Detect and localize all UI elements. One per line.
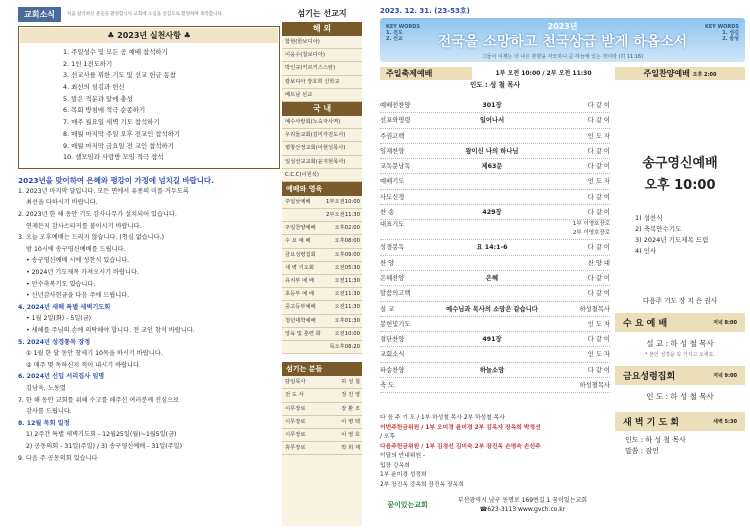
- order-leader: 다 같 이: [587, 147, 610, 155]
- order-item: 대표기도: [380, 221, 405, 229]
- banner-theme: 전국을 소망하고 천국상급 받게 하옵소서: [437, 34, 688, 50]
- servers-list: [282, 376, 362, 455]
- worship-time-row-label: 주일찬양예배: [285, 225, 316, 232]
- worship-order-column: [380, 6, 745, 526]
- overseas-list: [282, 36, 362, 102]
- order-leader: 찬 양 대: [587, 259, 610, 267]
- church-logo: 꿈이있는교회: [387, 501, 428, 509]
- news-lead: 2023년을 맞이하여 은혜와 평강이 가정에 넘치길 바랍니다.: [18, 175, 214, 185]
- order-item: 결단찬양: [380, 336, 405, 344]
- server-row-value: 하 성 철: [341, 379, 360, 386]
- worship-time-row-label: 앙육 및 훈련 화: [285, 330, 321, 337]
- order-row: [380, 256, 610, 271]
- announcements-list: [18, 186, 280, 464]
- overseas-item: 함현(한보디아): [282, 36, 362, 49]
- goal-item: 7. 매주 월요일 새벽 기도 참석하기: [63, 118, 160, 127]
- order-content: 은혜: [485, 274, 499, 282]
- worship-time-row-value: 2부오전11:30: [326, 212, 360, 219]
- worship-time-row-label: 금요성령집회: [285, 251, 316, 258]
- server-row: [282, 429, 362, 442]
- friday-leader: 인 도 : 하 성 철 목사: [646, 392, 714, 401]
- server-row-value: 박 희 재: [341, 445, 360, 452]
- order-content: [420, 220, 564, 239]
- server-row-label: 시무장로: [285, 418, 306, 425]
- announcement-line: • 새해를 주님의 손에 의탁해야 합니다. 전 교인 참석 바랍니다.: [26, 327, 195, 334]
- order-content: 요 14:1-6: [476, 244, 508, 252]
- eve-program: [615, 213, 745, 257]
- order-content: 301장: [482, 102, 502, 109]
- announcement-line: • 1월 2일(화) - 5일(금): [26, 315, 92, 323]
- announcement-line: 감사를 드립니다.: [26, 408, 72, 416]
- order-item: 임재찬양: [380, 147, 405, 155]
- order-row: [380, 363, 610, 378]
- keywords-left: KEY WORDS 1. 전도 2. 선교: [386, 24, 421, 42]
- service-times: 1부 오전 10:00 / 2부 오전 11:30: [495, 69, 592, 77]
- announcement-line: 김남욱, 노동열: [26, 384, 66, 392]
- domestic-item: 일성선교교회(윤지현목사): [282, 156, 362, 169]
- eve-program-item: 2) 축복안수기도: [635, 225, 682, 233]
- keywords-right: KEY WORDS 1. 섬김 2. 충성: [704, 24, 739, 42]
- domestic-item: 예수사랑회(노숙자사역): [282, 116, 362, 129]
- order-row: [380, 240, 610, 255]
- friday-service-header: 금요성령집회 저녁 9:00: [615, 366, 745, 385]
- server-row-value: 이 영 호: [341, 431, 360, 438]
- worship-time-row: [282, 341, 362, 354]
- order-leader: 인 도 자: [587, 178, 610, 186]
- order-content: [420, 378, 564, 392]
- order-item: 설 교: [380, 305, 395, 313]
- goal-item: 8. 매월 마지막 주일 오후 전교인 참석하기: [63, 129, 181, 138]
- worship-time-row: [282, 235, 362, 248]
- overseas-item: 칼보디아 장호희 신학교: [282, 76, 362, 89]
- worship-time-row: [282, 262, 362, 275]
- order-content: [420, 190, 564, 204]
- worship-time-row: [282, 301, 362, 314]
- worship-time-row: [282, 209, 362, 222]
- goals-title: ♣ 2023년 실천사항 ♣: [20, 28, 278, 43]
- servers-header: 섬기는 분들: [282, 362, 362, 376]
- wednesday-service-header: 수 요 예 배 저녁 8:00: [615, 313, 745, 332]
- announcement-line: • 안수축복기도 있습니다.: [26, 280, 96, 288]
- eve-program-item: 3) 2024년 기도제목 드림: [635, 236, 709, 244]
- goal-item: 6. 목회 방침에 적극 순종하기: [63, 106, 146, 115]
- order-item: 축 도: [380, 382, 395, 390]
- info-line: 다음주헌금위원 / 1부 김경선 김미숙 2부 장진옥 손명숙 손선주: [380, 443, 541, 450]
- announcement-line: 5. 2024년 성경통독 장정: [18, 338, 91, 346]
- order-leader: 하성철목사: [579, 305, 610, 313]
- wednesday-preacher: 설 교 : 하 성 철 목사: [646, 339, 714, 348]
- server-row-value: 정 진 영: [341, 392, 360, 399]
- order-content: 왕이신 나의 하나님: [465, 147, 519, 155]
- server-row-value: 이 병 택: [341, 418, 360, 425]
- order-content: 제63문: [481, 163, 503, 171]
- announcement-line: • 신년감사헌금을 다음 주에 드립니다.: [26, 292, 130, 300]
- goal-item: 5. 말은 적분과 알에 충성: [63, 94, 133, 103]
- order-leader: 인 도 자: [587, 132, 610, 140]
- order-content: 429장: [482, 209, 502, 217]
- order-item: 말씀의고백: [380, 290, 411, 298]
- worship-time-row-value: 오전11:30: [334, 291, 360, 298]
- worship-time-row-value: 오후08:00: [334, 238, 360, 245]
- banner-verse: 그들이 이제는 더 나은 본향을 사모하니 곧 하늘에 있는 것이라 (히 11:16): [481, 54, 644, 60]
- eve-service-time: 오후 10:00: [644, 178, 716, 193]
- order-item: 찬 양: [380, 259, 395, 267]
- praise-service-title: 주일찬양예배 오후 2:00: [615, 67, 745, 80]
- order-row: [380, 98, 610, 113]
- worship-time-row: [282, 275, 362, 288]
- order-item: 교회소식: [380, 351, 405, 359]
- order-content: 예수님과 목사의 소망은 같습니다: [446, 305, 538, 313]
- order-leader: 다 같 이: [587, 274, 610, 282]
- worship-time-row: [282, 328, 362, 341]
- goal-item: 3. 선교사를 위한 기도 및 선교 헌금 동참: [63, 71, 176, 80]
- order-content: 하늘소망: [479, 366, 505, 374]
- service-info: [380, 414, 610, 490]
- order-row: [380, 302, 610, 317]
- goals-box: [18, 26, 280, 169]
- worship-time-row-label: 초등부 예 배: [285, 291, 314, 298]
- order-row: [380, 286, 610, 301]
- server-row-label: 휴무장로: [285, 445, 306, 452]
- order-leader: 1부 이영호장로 2부 이영호장로: [572, 221, 610, 237]
- order-item: 주권고백: [380, 132, 405, 140]
- order-item: 선포와영령: [380, 117, 411, 125]
- order-row: [380, 144, 610, 159]
- info-line: 다 음 주 기 도 / 1부 하성철 목사 2부 하성철 목사: [380, 415, 505, 421]
- domestic-item: 우리들교회(김미자전도사): [282, 129, 362, 142]
- worship-time-row-value: 오전10:00: [334, 330, 360, 337]
- worship-time-row: [282, 249, 362, 262]
- church-news-column: [18, 6, 280, 526]
- order-leader: 인 도 자: [587, 320, 610, 328]
- announcement-line: 8. 12월 목회 일정: [18, 419, 70, 427]
- announcement-line: 3. 오늘 오후예배는 드리지 않습니다. (청심 없습니다.): [18, 234, 165, 242]
- server-row: [282, 416, 362, 429]
- server-row: [282, 442, 362, 455]
- goal-item: 10. 셀모임과 사랑방 모임 적극 참석: [63, 153, 164, 162]
- announcement-line: • 2024년 기도제목 가져오시기 바랍니다.: [26, 269, 139, 277]
- worship-time-row: [282, 288, 362, 301]
- announcement-line: ② 매주 몇 독하신지 적어 내시기 바랍니다.: [26, 361, 141, 369]
- worship-time-row-value: 오후02:00: [334, 225, 360, 232]
- eve-program-item: 4) 인사: [635, 247, 657, 255]
- goal-item: 1. 주일성수 및 모든 공 예배 참석하기: [63, 48, 168, 56]
- order-item: 은혜찬양: [380, 274, 405, 282]
- announcement-line: 1. 2023년 마지막 달입니다. 모든 면에서 유종의 미를 거두도록: [18, 187, 189, 195]
- announcement-line: 9. 다음 주 공동의회 있습니다: [18, 454, 98, 462]
- order-row: [380, 271, 610, 286]
- order-leader: 다 같 이: [587, 336, 610, 344]
- church-address: 부산광역시 남구 동명로 169번길 1 꿈이있는교회 ☎623-3113 www.gvch.co.kr: [457, 497, 588, 513]
- order-item: 성경봉독: [380, 244, 405, 252]
- worship-time-row-value: 오전11:30: [334, 304, 360, 311]
- domestic-list: [282, 116, 362, 182]
- worship-time-row-value: 오후01:30: [334, 317, 360, 324]
- goal-item: 4. 최선의 섬김과 헌신: [63, 83, 125, 92]
- order-content: [420, 256, 564, 270]
- announcement-line: 2. 2023년 한 해 동안 기도 감사나무가 설치되어 있습니다.: [18, 211, 177, 219]
- server-row: [282, 376, 362, 389]
- info-line: 이번주헌금위원 / 1부 오미경 윤미경 2부 김옥자 장옥희 박정선: [380, 424, 541, 431]
- order-content: [420, 317, 564, 331]
- worship-header: 예배와 영육: [282, 182, 362, 196]
- issue-date: 2023. 12. 31. (23-53호): [380, 7, 470, 15]
- server-row-label: 전 도 사: [285, 392, 304, 399]
- worship-time-row-label: 유치부 예 배: [285, 278, 314, 284]
- eve-program-item: 1) 성찬식: [635, 214, 663, 222]
- worship-time-row-label: 중고등부예배: [285, 304, 316, 311]
- worship-time-row: [282, 196, 362, 209]
- worship-time-row-label: 청년대학예배: [285, 317, 316, 324]
- domestic-item: 평창산정교회(이현성목사): [282, 142, 362, 155]
- overseas-item: 박인규(키르키스스탄): [282, 62, 362, 75]
- order-row: [380, 174, 610, 189]
- order-row: [380, 317, 610, 332]
- service-title: 주일축제예배: [380, 67, 472, 80]
- order-item: 예배전찬양: [380, 102, 411, 109]
- order-leader: 인 도 자: [587, 351, 610, 359]
- order-item: 파송찬양: [380, 366, 405, 374]
- worship-time-row-label: 새 벽 기도회: [285, 264, 314, 271]
- info-line: 이달의 안내위원 -: [380, 453, 425, 459]
- worship-time-row-value: 오후09:00: [334, 251, 360, 258]
- order-row: [380, 220, 610, 240]
- order-leader: 다 같 이: [587, 244, 610, 252]
- domestic-header: 국 내: [282, 102, 362, 116]
- info-line: 입장 강옥희: [380, 462, 410, 469]
- order-content: [420, 286, 564, 300]
- worship-time-row-value: 목오후08:20: [329, 343, 360, 350]
- mission-title: 섬기는 선교지: [282, 6, 362, 22]
- overseas-item: 베트남 선교: [282, 89, 362, 102]
- order-content: [420, 129, 564, 143]
- order-content: 일어나서: [479, 117, 505, 125]
- info-line: 1부 윤미경 성정희: [380, 472, 427, 478]
- order-leader: 하성철목사: [579, 382, 610, 390]
- dawn-prayer-header: 새 벽 기 도 회 새벽 5:30: [615, 412, 745, 431]
- announcement-line: 밤 10시에 송구영신예배를 드립니다.: [26, 245, 126, 253]
- theme-banner: [380, 18, 745, 62]
- order-item: 예배기도: [380, 178, 405, 186]
- order-row: [380, 205, 610, 220]
- goals-list: [27, 47, 271, 164]
- domestic-item: C.C.C(이원석): [282, 169, 362, 182]
- order-leader: 다 같 이: [587, 193, 610, 201]
- order-leader: 다 같 이: [587, 209, 610, 217]
- announcement-line: 1) 2주간 특별 새벽기도회 - 12월25일(월)~1월5일(금): [26, 431, 177, 439]
- worship-time-row: [282, 315, 362, 328]
- overseas-item: 이웅수(칠보디아): [282, 49, 362, 62]
- order-row: [380, 129, 610, 144]
- order-of-worship: [380, 98, 610, 393]
- server-row-label: 담임목사: [285, 379, 306, 386]
- goal-item: 9. 매월 마지막 금요일 전 교인 참석하기: [63, 141, 174, 150]
- mission-column: [282, 6, 362, 526]
- church-news-tag: 교회소식: [18, 7, 61, 22]
- server-row-label: 시무장로: [285, 405, 306, 412]
- server-row: [282, 389, 362, 402]
- order-leader: 다 같 이: [587, 102, 610, 109]
- worship-time-row-value: 오전05:30: [334, 264, 360, 271]
- order-item: 교독문낭독: [380, 163, 411, 171]
- order-item: 봉헌및기도: [380, 320, 411, 328]
- worship-time-row-label: 수 요 예 배: [285, 238, 311, 245]
- banner-year: 2023년: [547, 22, 578, 31]
- info-line: 2부 장진옥 강옥희 장진옥 장옥희: [380, 481, 464, 488]
- announcement-line: 2) 공동의회 - 31일(주일) / 3) 송구영신예배 - 31일(주일): [26, 442, 183, 450]
- order-row: [380, 347, 610, 362]
- server-row: [282, 403, 362, 416]
- special-services: [615, 98, 745, 457]
- server-row-value: 장 환 조: [341, 405, 360, 412]
- server-row-label: 시무장로: [285, 431, 306, 438]
- worship-time-row-value: 오전11:30: [334, 278, 360, 284]
- announcement-line: 6. 2024년 신입 서리집사 임명: [18, 373, 105, 381]
- worship-time-row-value: 1부오전10:00: [326, 198, 360, 205]
- footer: [380, 496, 610, 514]
- wednesday-note: * 본인 성경을 꼭 가지고 오세요.: [645, 352, 715, 358]
- order-leader: 다 같 이: [587, 163, 610, 171]
- order-leader: 다 같 이: [587, 117, 610, 125]
- announcement-line: 연제든지 감사스티커를 붙이시기 바랍니다.: [26, 222, 142, 230]
- overseas-header: 해 외: [282, 22, 362, 36]
- order-leader: 다 같 이: [587, 290, 610, 298]
- info-line: / 오후: [380, 434, 395, 440]
- welcome-note: 처음 참석하신 분들을 환영합니다 교회에 오심을 진심으로 환영하며 축복합니다.: [66, 12, 224, 17]
- eve-service-title: 송구영신예배: [642, 156, 718, 171]
- announcement-line: 4. 2024년 새해 특별 새벽기도회: [18, 303, 111, 311]
- order-row: [380, 378, 610, 393]
- goal-item: 2. 1인 1전도하기: [63, 59, 113, 68]
- announcement-line: 7. 한 해 동안 교회를 위해 수고를 해주신 여러분께 진심으로: [18, 396, 180, 404]
- order-content: 491장: [482, 336, 502, 344]
- order-row: [380, 332, 610, 347]
- worship-schedule: [282, 196, 362, 354]
- order-item: 찬 송: [380, 209, 395, 217]
- order-row: [380, 190, 610, 205]
- dawn-prayer-info: 인도 : 하 성 철 목사 말씀 : 잠언: [625, 436, 686, 455]
- order-leader: 다 같 이: [587, 366, 610, 374]
- service-leader: 인도 : 성 철 목사: [469, 81, 521, 89]
- order-item: 사도신경: [380, 193, 405, 201]
- order-row: [380, 159, 610, 174]
- worship-time-row: [282, 222, 362, 235]
- announcement-line: ① 1월 한 달 동안 창세기 10독을 하시기 바랍니다.: [26, 350, 163, 358]
- order-content: [420, 174, 564, 188]
- worship-time-row-label: 주일낮예배: [285, 198, 311, 205]
- next-prayer-note: 다음주 기도 장 지 은 권사: [642, 297, 718, 305]
- order-content: [420, 347, 564, 361]
- announcement-line: 최선을 다하시기 바랍니다.: [26, 199, 98, 207]
- announcement-line: • 송구영신예배 시에 성찬식 있습니다.: [26, 257, 130, 265]
- order-row: [380, 113, 610, 128]
